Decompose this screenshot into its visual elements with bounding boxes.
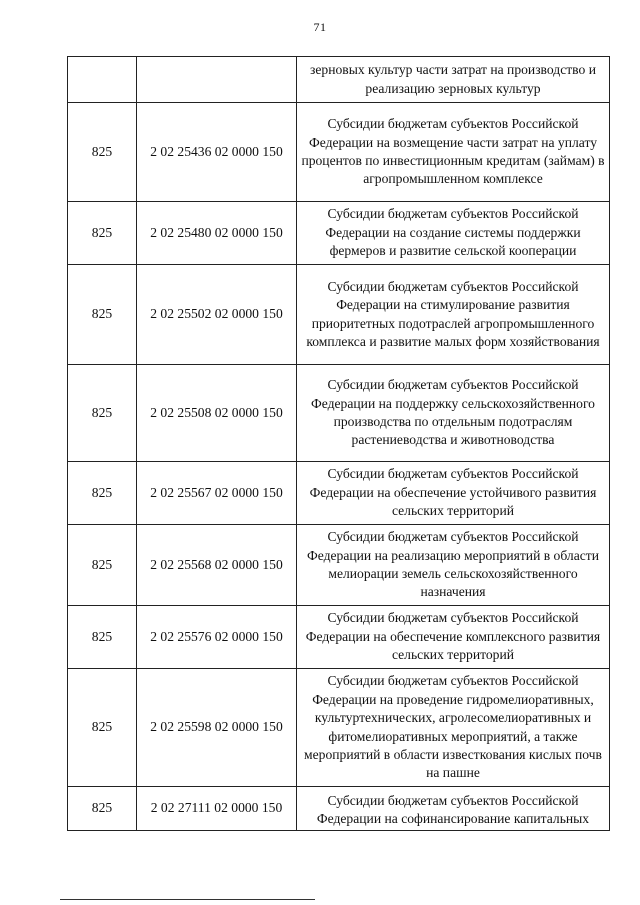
- revenue-code-cell: 2 02 25568 02 0000 150: [137, 525, 297, 606]
- table-row: [68, 57, 610, 103]
- table-row: [68, 606, 610, 669]
- revenue-description-cell: Субсидии бюджетам субъектов Российской Федерации на обеспечение комплексного развития сельских территорий: [297, 606, 610, 669]
- admin-code-cell: 825: [68, 265, 137, 365]
- revenue-description-cell: Субсидии бюджетам субъектов Российской Федерации на софинансирование капитальных: [297, 787, 610, 831]
- admin-code-cell: [68, 57, 137, 103]
- table-row: [68, 462, 610, 525]
- revenue-code-cell: 2 02 25508 02 0000 150: [137, 365, 297, 462]
- revenue-code-cell: 2 02 25436 02 0000 150: [137, 103, 297, 202]
- table-row: [68, 103, 610, 202]
- revenue-description-cell: Субсидии бюджетам субъектов Российской Федерации на реализацию мероприятий в области мелиорации земель сельскохозяйственного назначения: [297, 525, 610, 606]
- revenue-description-cell: зерновых культур части затрат на производство и реализацию зерновых культур: [297, 57, 610, 103]
- table-row: [68, 525, 610, 606]
- revenue-code-cell: 2 02 27111 02 0000 150: [137, 787, 297, 831]
- revenue-code-cell: 2 02 25576 02 0000 150: [137, 606, 297, 669]
- admin-code-cell: 825: [68, 669, 137, 787]
- revenue-code-cell: 2 02 25480 02 0000 150: [137, 202, 297, 265]
- budget-revenue-table: [67, 56, 610, 831]
- revenue-description-cell: Субсидии бюджетам субъектов Российской Федерации на поддержку сельскохозяйственного производства по отдельным подотраслям растениеводства и животноводства: [297, 365, 610, 462]
- table-row: [68, 265, 610, 365]
- page-number: 71: [313, 20, 327, 34]
- table-row: [68, 365, 610, 462]
- admin-code-cell: 825: [68, 606, 137, 669]
- admin-code-cell: 825: [68, 103, 137, 202]
- revenue-description-cell: Субсидии бюджетам субъектов Российской Федерации на создание системы поддержки фермеров и развитие сельской кооперации: [297, 202, 610, 265]
- revenue-description-cell: Субсидии бюджетам субъектов Российской Федерации на возмещение части затрат на уплату процентов по инвестиционным кредитам (займам) в агропромышленном комплексе: [297, 103, 610, 202]
- revenue-code-cell: 2 02 25567 02 0000 150: [137, 462, 297, 525]
- table-row: [68, 202, 610, 265]
- revenue-code-cell: [137, 57, 297, 103]
- revenue-code-cell: 2 02 25502 02 0000 150: [137, 265, 297, 365]
- admin-code-cell: 825: [68, 365, 137, 462]
- revenue-description-cell: Субсидии бюджетам субъектов Российской Федерации на обеспечение устойчивого развития сельских территорий: [297, 462, 610, 525]
- admin-code-cell: 825: [68, 462, 137, 525]
- revenue-description-cell: Субсидии бюджетам субъектов Российской Федерации на стимулирование развития приоритетных подотраслей агропромышленного комплекса и развитие малых форм хозяйствования: [297, 265, 610, 365]
- table-row: [68, 787, 610, 831]
- revenue-code-cell: 2 02 25598 02 0000 150: [137, 669, 297, 787]
- table-row: [68, 669, 610, 787]
- admin-code-cell: 825: [68, 525, 137, 606]
- revenue-description-cell: Субсидии бюджетам субъектов Российской Федерации на проведение гидромелиоративных, культуртехнических, агролесомелиоративных и фитомелиоративных мероприятий, а также мероприятий в области известкования кислых почв на пашне: [297, 669, 610, 787]
- admin-code-cell: 825: [68, 202, 137, 265]
- admin-code-cell: 825: [68, 787, 137, 831]
- footnote-separator: [60, 899, 315, 900]
